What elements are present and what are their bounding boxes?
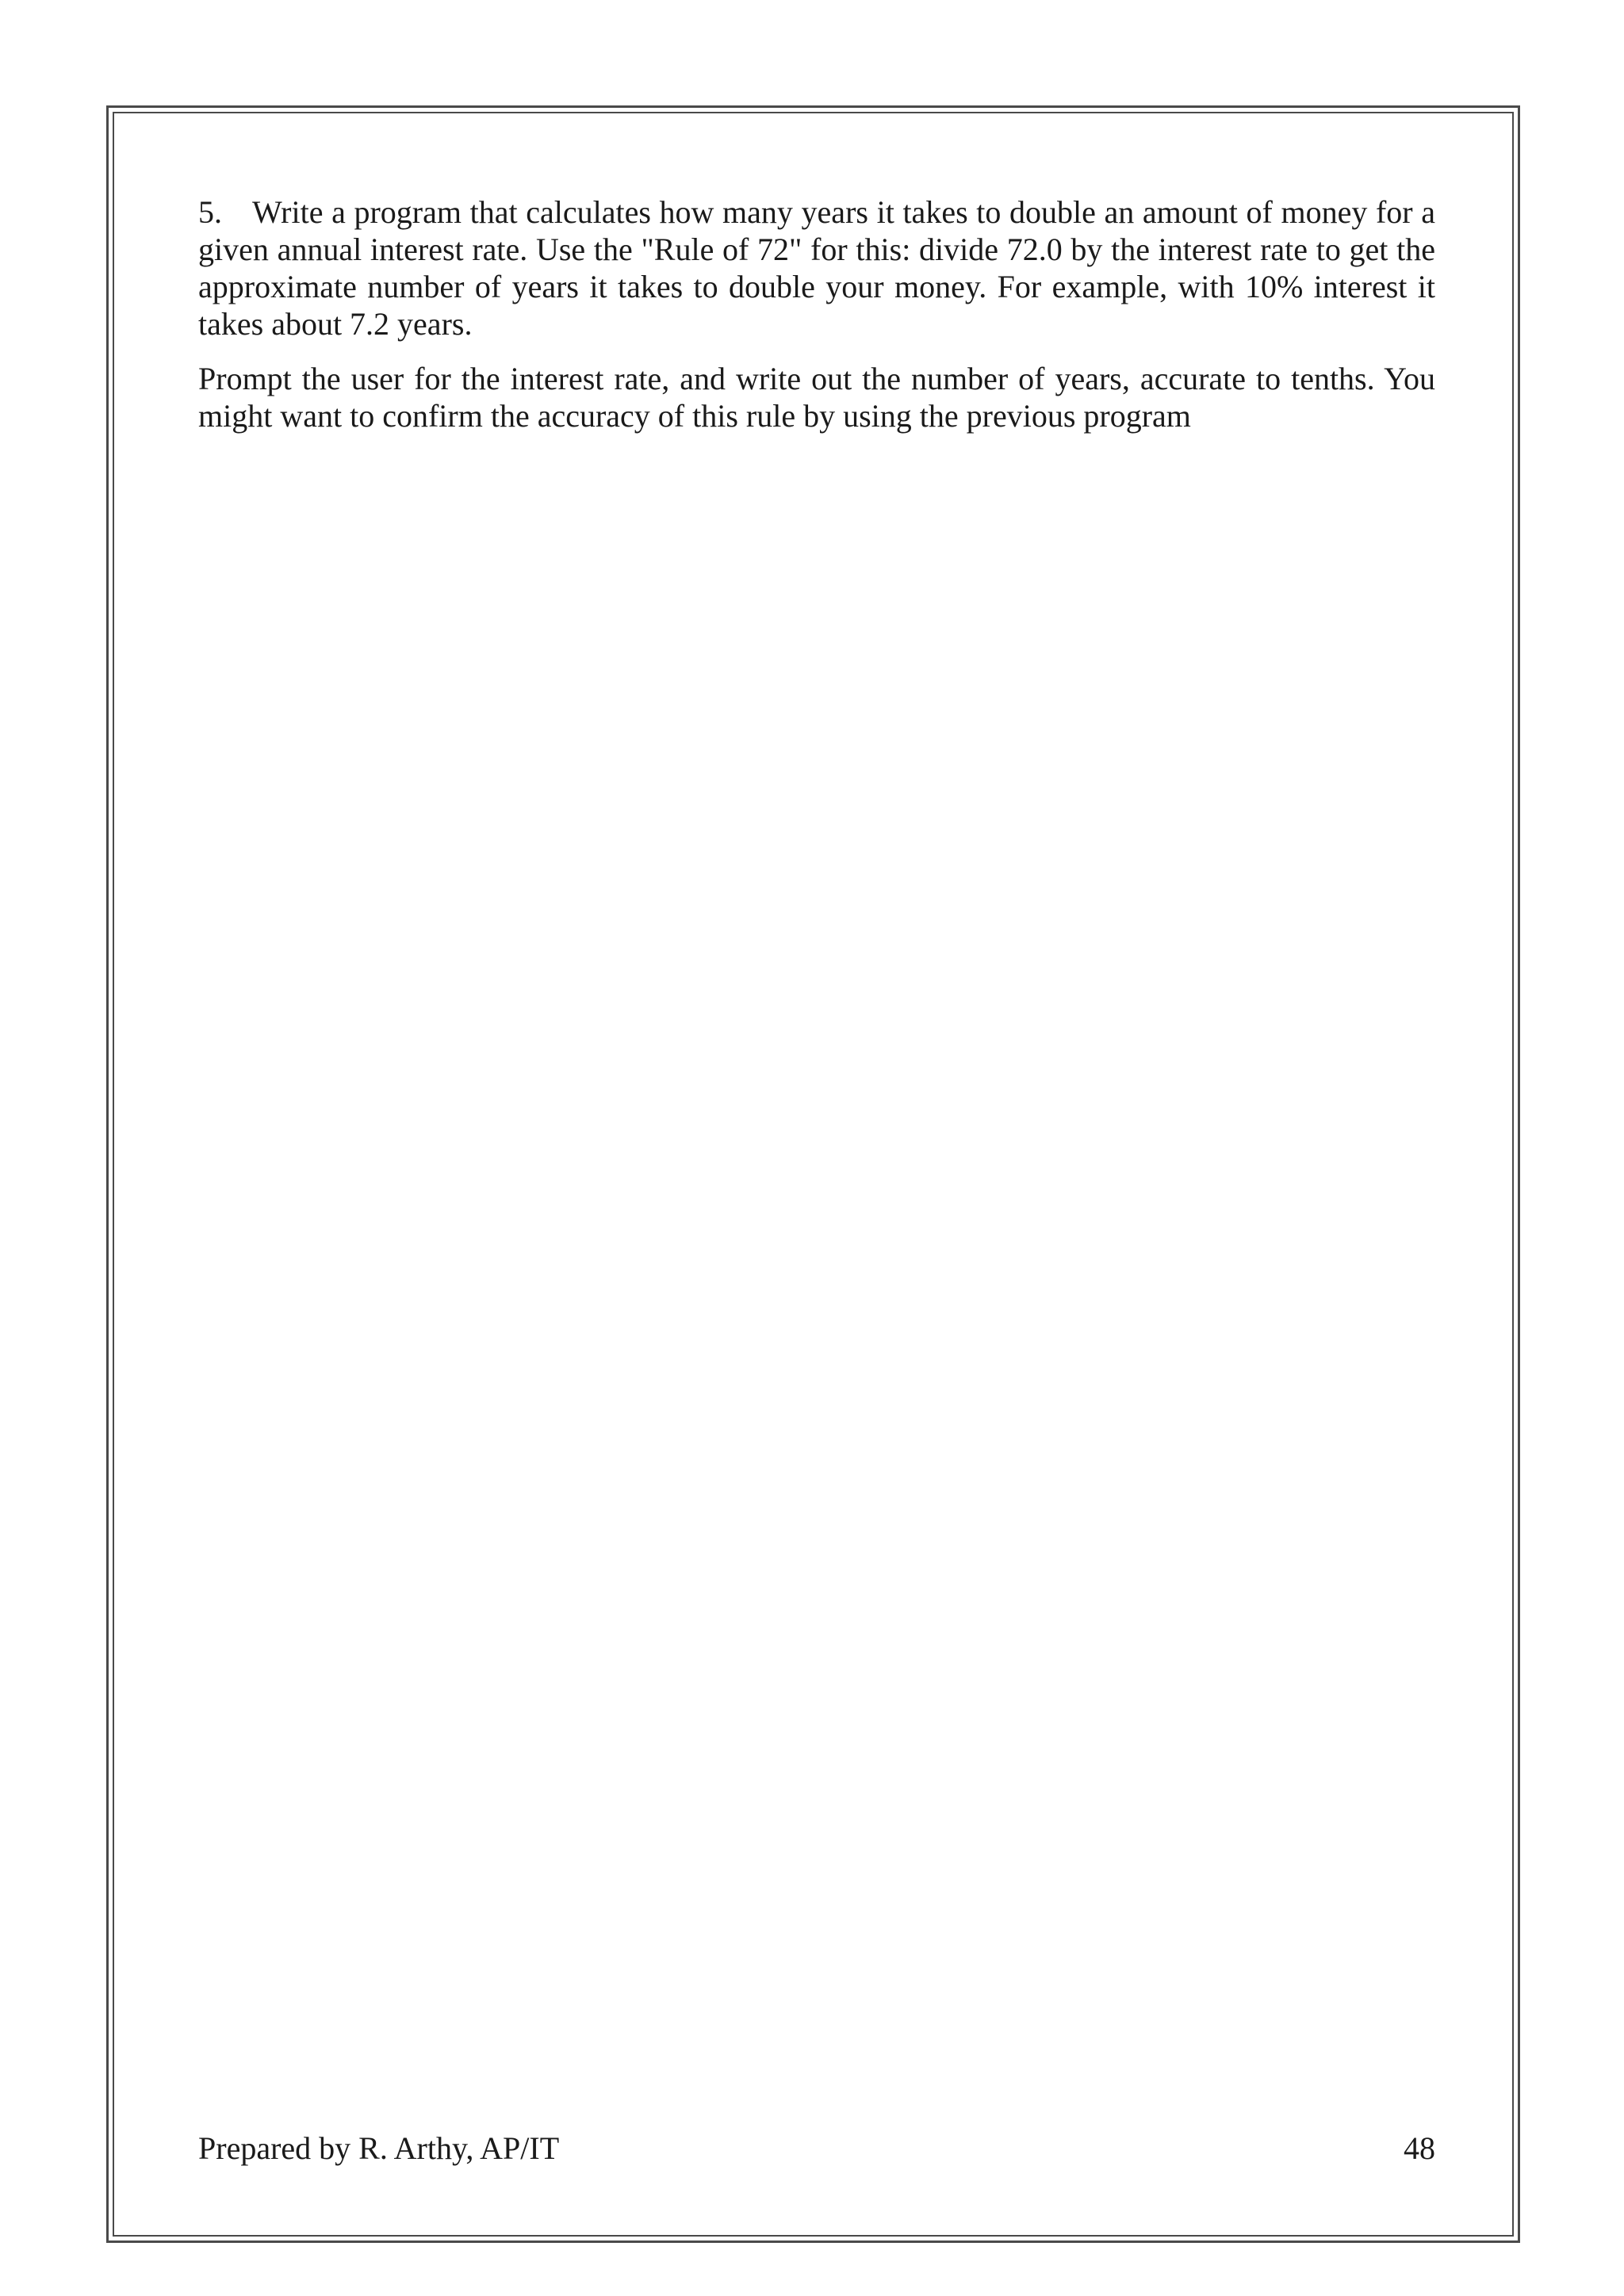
question-5 [198,193,1435,342]
question-number: 5. [198,194,222,230]
page-content [198,193,1435,434]
question-text: Write a program that calculates how many years it takes to double an amount of money for a given annual interest rate. Use the "Rule of 72" for this: divide 72.0 by the interest rate to get the approximate number of years it takes to double your money. For example, with 10% interest it takes about 7.2 years. [198,194,1435,342]
instruction-paragraph: Prompt the user for the interest rate, and write out the number of years, accurate to tenths. You might want to confirm the accuracy of this rule by using the previous program [198,361,1435,434]
footer-author: Prepared by R. Arthy, AP/IT [198,2130,560,2166]
page-number: 48 [1404,2130,1435,2166]
